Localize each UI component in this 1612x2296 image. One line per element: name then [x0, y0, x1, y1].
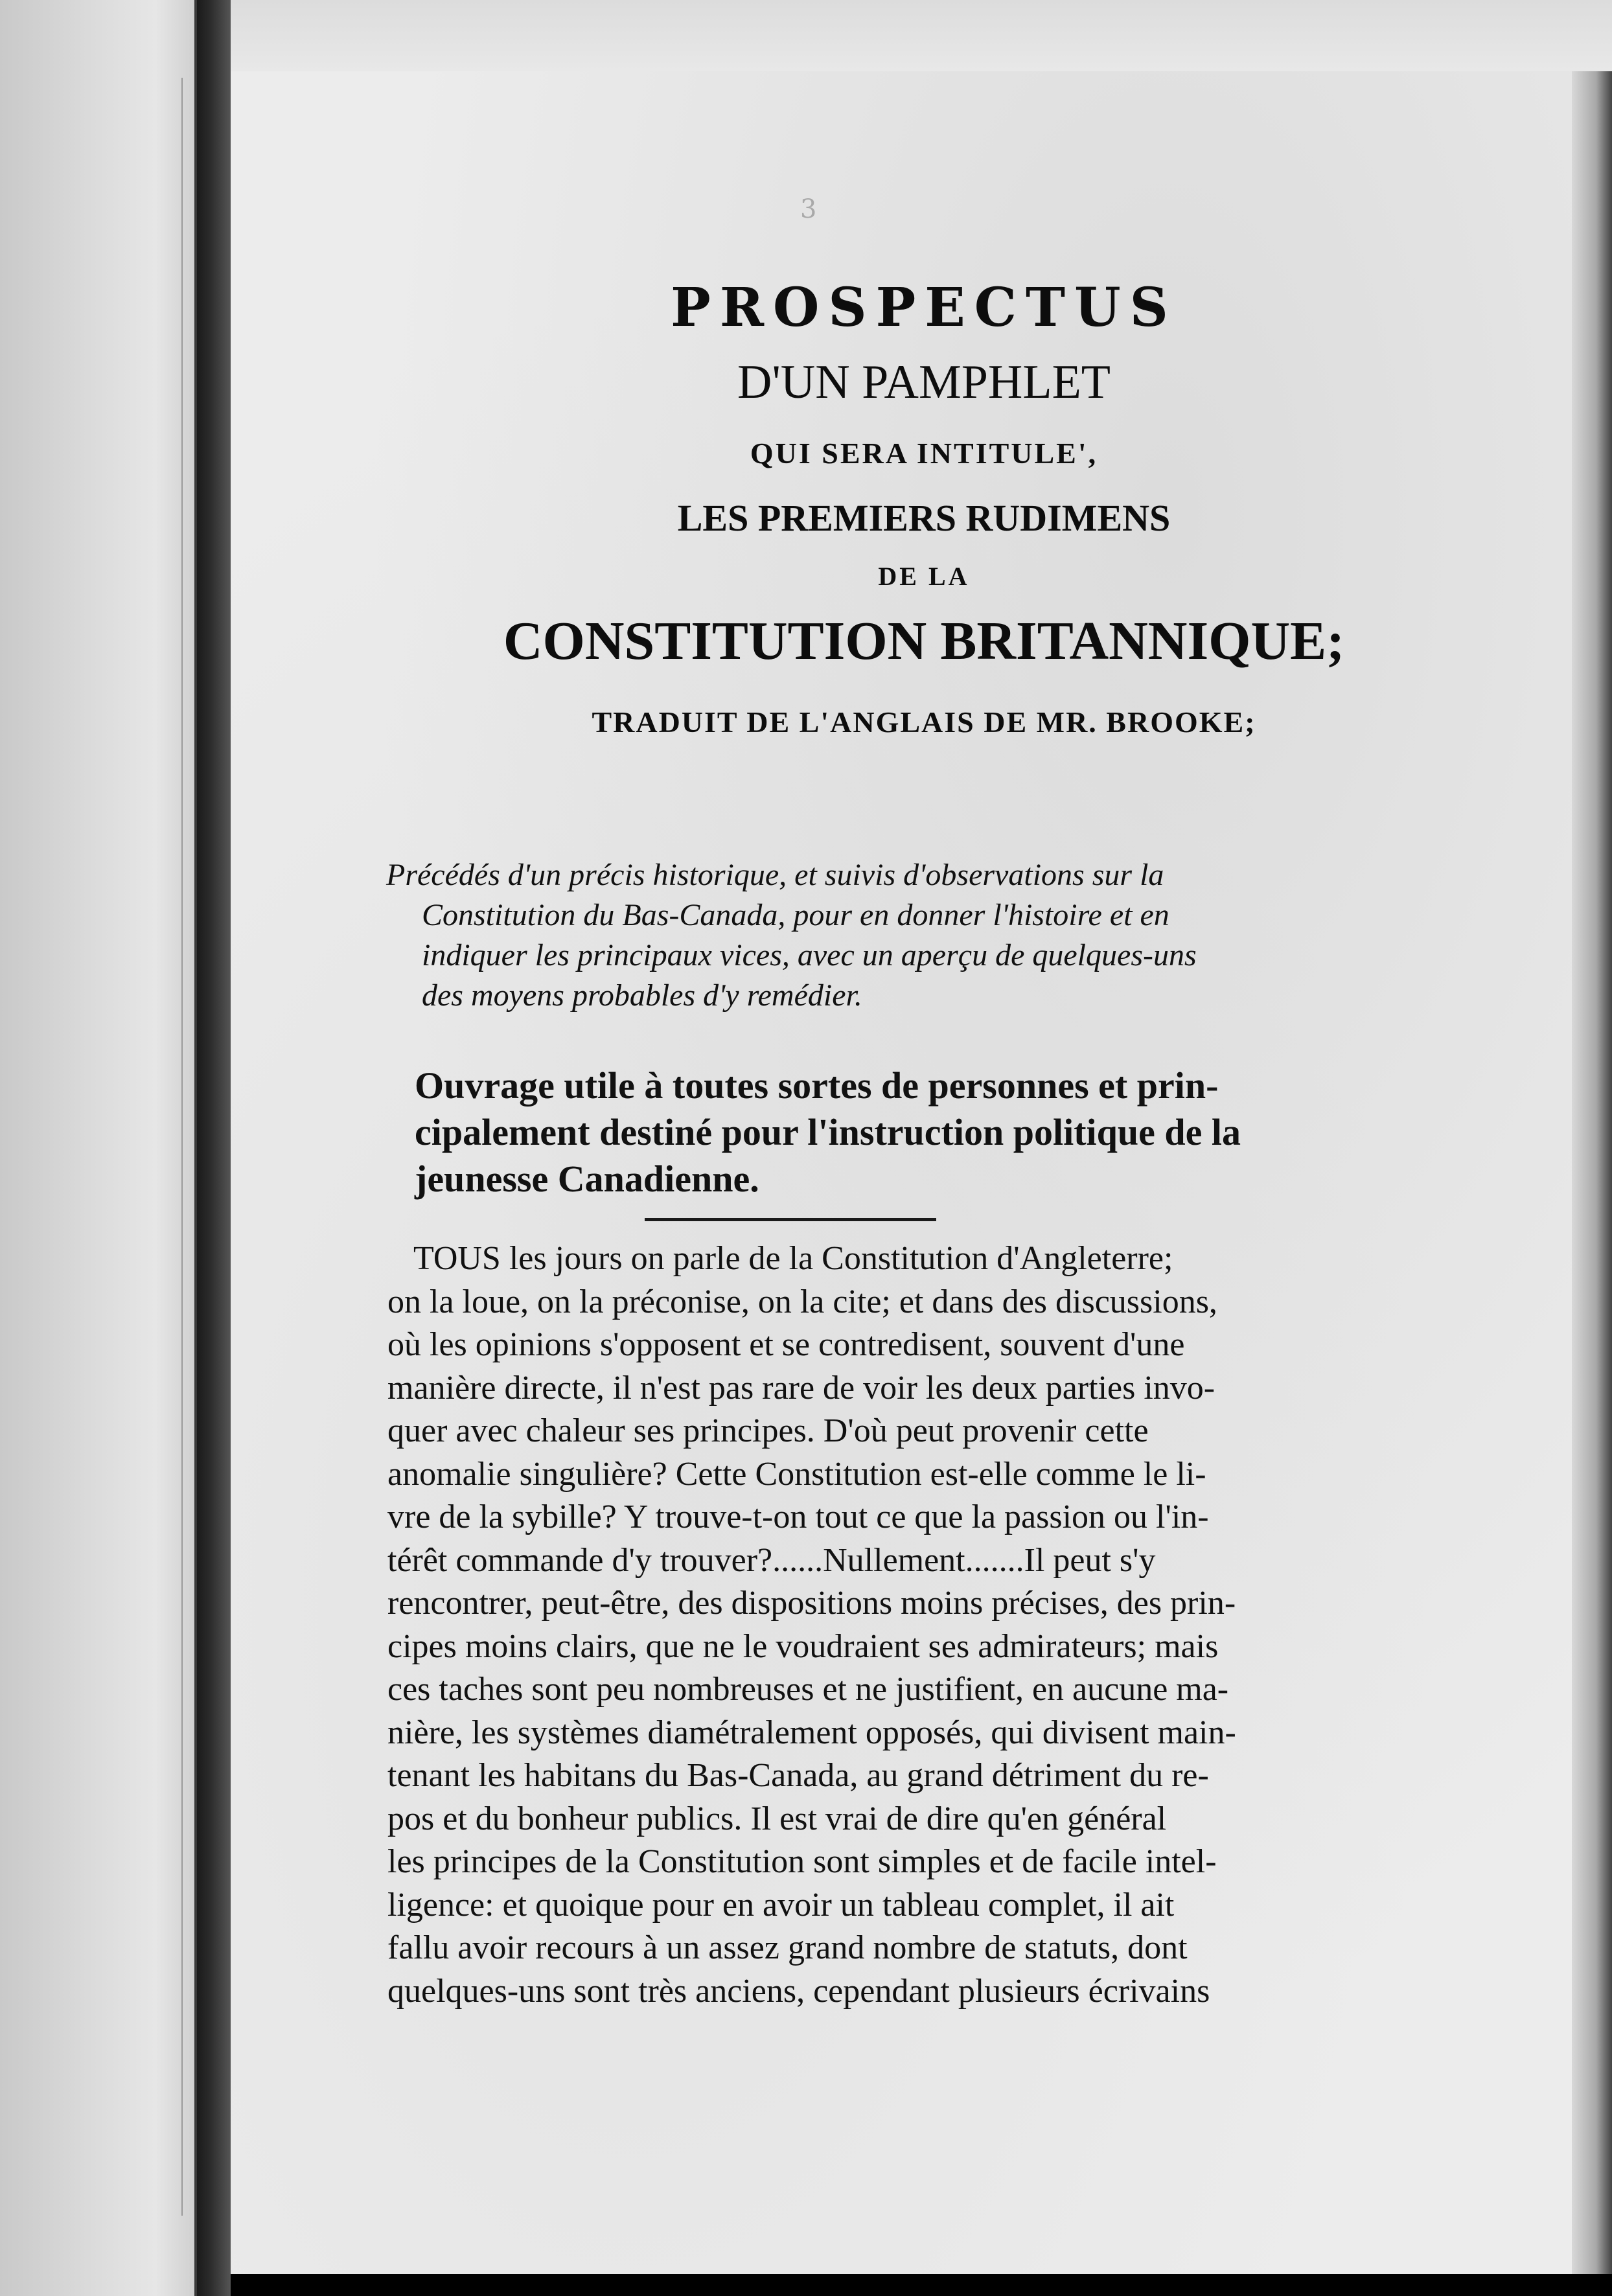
italic-line: des moyens probables d'y remédier. [422, 978, 862, 1013]
heading-constitution: CONSTITUTION BRITANNIQUE; [503, 611, 1345, 671]
heading-intitule: QUI SERA INTITULE', [750, 437, 1098, 470]
body-line: ces taches sont peu nombreuses et ne justifient, en aucune ma- [387, 1671, 1229, 1708]
heading-pamphlet: D'UN PAMPHLET [737, 356, 1111, 409]
body-line: manière directe, il n'est pas rare de voir les deux parties invo- [387, 1369, 1215, 1406]
page-number: 3 [800, 194, 817, 224]
page-edge-line [181, 78, 183, 2216]
body-line: fallu avoir recours à un assez grand nombre de statuts, dont [387, 1929, 1188, 1966]
body-line: vre de la sybille? Y trouve-t-on tout ce que la passion ou l'in- [387, 1498, 1209, 1535]
body-line: rencontrer, peut-être, des dispositions moins précises, des prin- [387, 1585, 1236, 1622]
body-line: ligence: et quoique pour en avoir un tableau complet, il ait [387, 1886, 1175, 1923]
body-line: TOUS les jours on parle de la Constitution d'Angleterre; [413, 1240, 1173, 1277]
body-line: pos et du bonheur publics. Il est vrai de dire qu'en général [387, 1800, 1167, 1837]
facing-page-edge [0, 0, 197, 2296]
body-line: cipes moins clairs, que ne le voudraient ses admirateurs; mais [387, 1627, 1219, 1665]
title-block [231, 272, 1572, 764]
ouvrage-line: cipalement destiné pour l'instruction politique de la [415, 1111, 1241, 1153]
body-paragraph [387, 1237, 1295, 2013]
italic-line: indiquer les principaux vices, avec un aperçu de quelques-uns [422, 938, 1197, 972]
heading-rudimens: LES PREMIERS RUDIMENS [677, 497, 1171, 539]
body-line: térêt commande d'y trouver?......Nullement.......Il peut s'y [387, 1541, 1156, 1579]
subtitle-italic-paragraph [386, 855, 1306, 1016]
heading-de-la: DE LA [878, 562, 970, 591]
body-line: quer avec chaleur ses principes. D'où peut provenir cette [387, 1412, 1149, 1449]
body-line: on la loue, on la préconise, on la cite; et dans des discussions, [387, 1283, 1217, 1320]
italic-line: Précédés d'un précis historique, et suivis d'observations sur la [386, 858, 1164, 892]
ouvrage-paragraph [415, 1062, 1309, 1202]
body-line: anomalie singulière? Cette Constitution est-elle comme le li- [387, 1455, 1206, 1493]
body-line: les principes de la Constitution sont simples et de facile intel- [387, 1843, 1217, 1880]
section-divider [645, 1218, 936, 1221]
italic-line: Constitution du Bas-Canada, pour en donner l'histoire et en [422, 898, 1169, 932]
heading-traduit: TRADUIT DE L'ANGLAIS DE MR. BROOKE; [592, 706, 1256, 739]
page-right-edge [1572, 71, 1612, 2274]
body-line: quelques-uns sont très anciens, cependant plusieurs écrivains [387, 1972, 1210, 2010]
ouvrage-line: Ouvrage utile à toutes sortes de personnes et prin- [415, 1064, 1219, 1107]
body-line: tenant les habitans du Bas-Canada, au grand détriment du re- [387, 1757, 1209, 1794]
body-line: nière, les systèmes diamétralement opposés, qui divisent main- [387, 1714, 1236, 1751]
page-top-margin [231, 0, 1612, 71]
heading-prospectus: PROSPECTUS [671, 277, 1177, 339]
book-gutter [197, 0, 231, 2296]
body-line: où les opinions s'opposent et se contredisent, souvent d'une [387, 1326, 1185, 1363]
ouvrage-line: jeunesse Canadienne. [415, 1158, 759, 1200]
